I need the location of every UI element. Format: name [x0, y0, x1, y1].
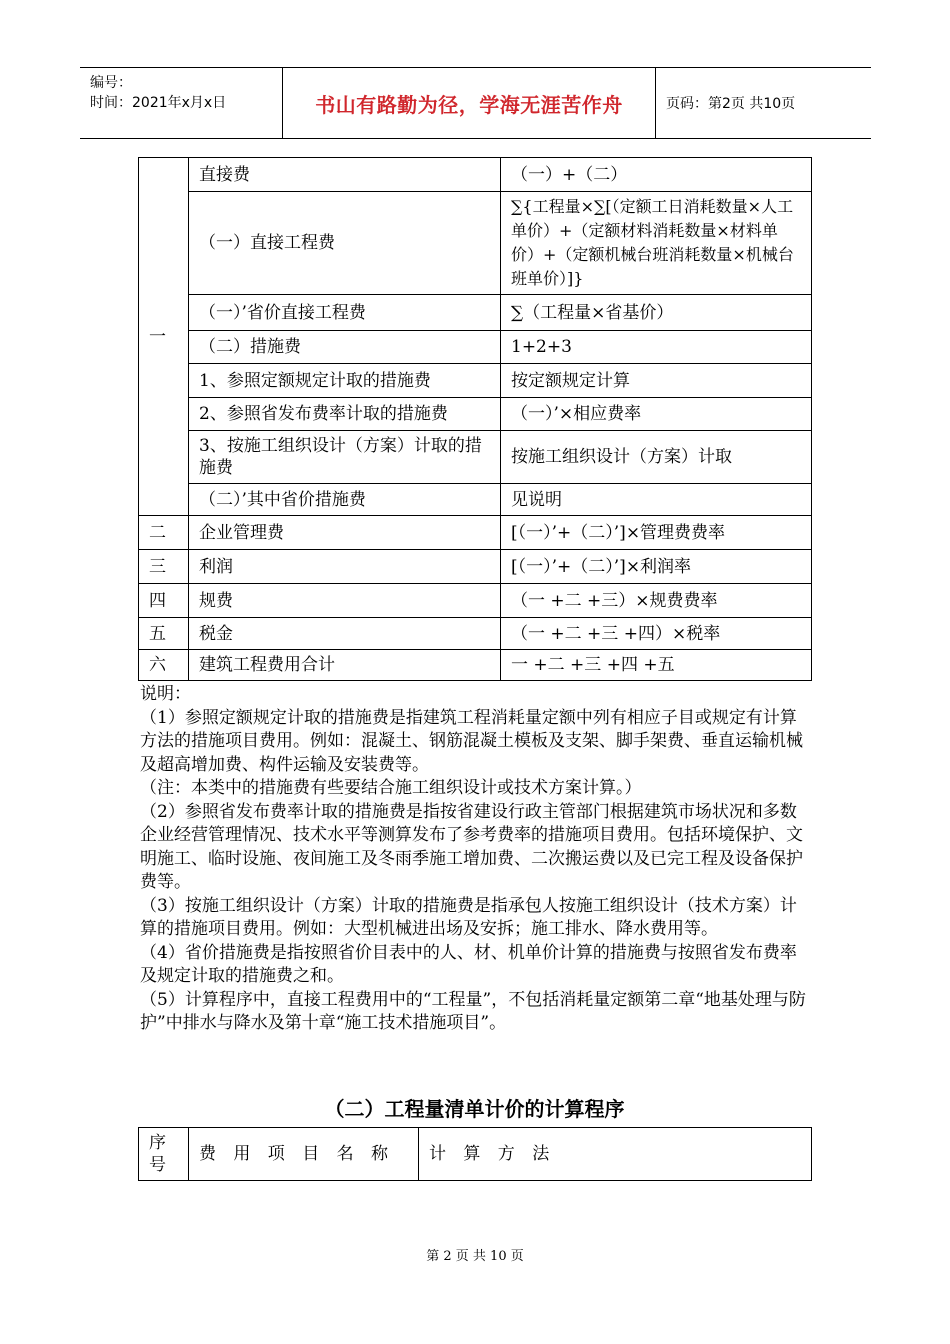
fee-method: 按定额规定计算 — [501, 364, 812, 398]
table-header-row — [139, 1128, 812, 1181]
fee-name: 建筑工程费用合计 — [189, 650, 501, 681]
fee-name: 直接费 — [189, 158, 501, 192]
table-row — [139, 295, 812, 331]
number-label: 编号： — [90, 75, 132, 91]
col-name-header: 费 用 项 目 名 称 — [189, 1128, 419, 1181]
row-index: 二 — [139, 516, 189, 550]
fee-method: 见说明 — [501, 484, 812, 516]
table-row — [139, 550, 812, 584]
fee-method: （一 +二 +三）×规费费率 — [501, 584, 812, 618]
col-method-header: 计 算 方 法 — [419, 1128, 812, 1181]
notes-section — [140, 683, 812, 1036]
fee-name: （一）直接工程费 — [189, 192, 501, 295]
page-label: 页码：第2页 共10页 — [666, 96, 796, 112]
fee-name: 1、参照定额规定计取的措施费 — [189, 364, 501, 398]
note-item: （注：本类中的措施费有些要结合施工组织设计或技术方案计算。） — [140, 778, 642, 798]
fee-method: （一）+（二） — [501, 158, 812, 192]
time-label: 时间：2021年x月x日 — [90, 95, 227, 111]
fee-calculation-table — [138, 157, 812, 681]
table-row — [139, 331, 812, 364]
table-row — [139, 192, 812, 295]
motto: 书山有路勤为径，学海无涯苦作舟 — [283, 68, 656, 138]
fee-name: （一）’省价直接工程费 — [189, 295, 501, 331]
table-row — [139, 158, 812, 192]
fee-name: （二）’其中省价措施费 — [189, 484, 501, 516]
table-row — [139, 484, 812, 516]
page-footer: 第 2 页 共 10 页 — [426, 1249, 524, 1264]
fee-method: ∑（工程量×省基价） — [501, 295, 812, 331]
fee-name: 2、参照省发布费率计取的措施费 — [189, 398, 501, 431]
table-row — [139, 650, 812, 681]
fee-method: ∑{工程量×∑[（定额工日消耗数量×人工单价）+（定额材料消耗数量×材料单价）+（定额机械台班消耗数量×机械台班单价）]} — [501, 192, 812, 295]
fee-name: 规费 — [189, 584, 501, 618]
row-index: 一 — [139, 158, 189, 516]
fee-method: （一 +二 +三 +四）×税率 — [501, 618, 812, 650]
fee-name: （二）措施费 — [189, 331, 501, 364]
table-row — [139, 584, 812, 618]
note-item: （1）参照定额规定计取的措施费是指建筑工程消耗量定额中列有相应子目或规定有计算方法的措施项目费用。例如：混凝土、钢筋混凝土模板及支架、脚手架费、垂直运输机械及超高增加费、构件运输及安装费等。 — [140, 707, 803, 775]
row-index: 三 — [139, 550, 189, 584]
note-item: （3）按施工组织设计（方案）计取的措施费是指承包人按施工组织设计（技术方案）计算的措施项目费用。例如：大型机械进出场及安拆；施工排水、降水费用等。 — [140, 895, 797, 939]
fee-method: （一）’×相应费率 — [501, 398, 812, 431]
row-index: 六 — [139, 650, 189, 681]
bill-of-quantities-table — [138, 1127, 812, 1181]
fee-method: 按施工组织设计（方案）计取 — [501, 431, 812, 484]
table-row — [139, 398, 812, 431]
fee-method: [（一）’+（二）’]×利润率 — [501, 550, 812, 584]
fee-name: 企业管理费 — [189, 516, 501, 550]
header-left-cell — [80, 68, 283, 138]
row-index: 五 — [139, 618, 189, 650]
fee-method: 1+2+3 — [501, 331, 812, 364]
notes-heading: 说明： — [140, 684, 191, 704]
col-index-header: 序号 — [139, 1128, 189, 1181]
table-row — [139, 364, 812, 398]
table-row — [139, 618, 812, 650]
note-item: （4）省价措施费是指按照省价目表中的人、材、机单价计算的措施费与按照省发布费率及规定计取的措施费之和。 — [140, 942, 797, 986]
page-header — [80, 67, 871, 139]
fee-method: 一 +二 +三 +四 +五 — [501, 650, 812, 681]
section-title: （二）工程量清单计价的计算程序 — [324, 1097, 625, 1121]
fee-name: 利润 — [189, 550, 501, 584]
table-row — [139, 516, 812, 550]
note-item: （2）参照省发布费率计取的措施费是指按省建设行政主管部门根据建筑市场状况和多数企业经营管理情况、技术水平等测算发布了参考费率的措施项目费用。包括环境保护、文明施工、临时设施、夜间施工及冬雨季施工增加费、二次搬运费以及已完工程及设备保护费等。 — [140, 801, 803, 892]
table-row — [139, 431, 812, 484]
fee-name: 税金 — [189, 618, 501, 650]
fee-method: [（一）’+（二）’]×管理费费率 — [501, 516, 812, 550]
row-index: 四 — [139, 584, 189, 618]
fee-name: 3、按施工组织设计（方案）计取的措施费 — [189, 431, 501, 484]
note-item: （5）计算程序中，直接工程费用中的“工程量”，不包括消耗量定额第二章“地基处理与防护”中排水与降水及第十章“施工技术措施项目”。 — [140, 989, 806, 1033]
